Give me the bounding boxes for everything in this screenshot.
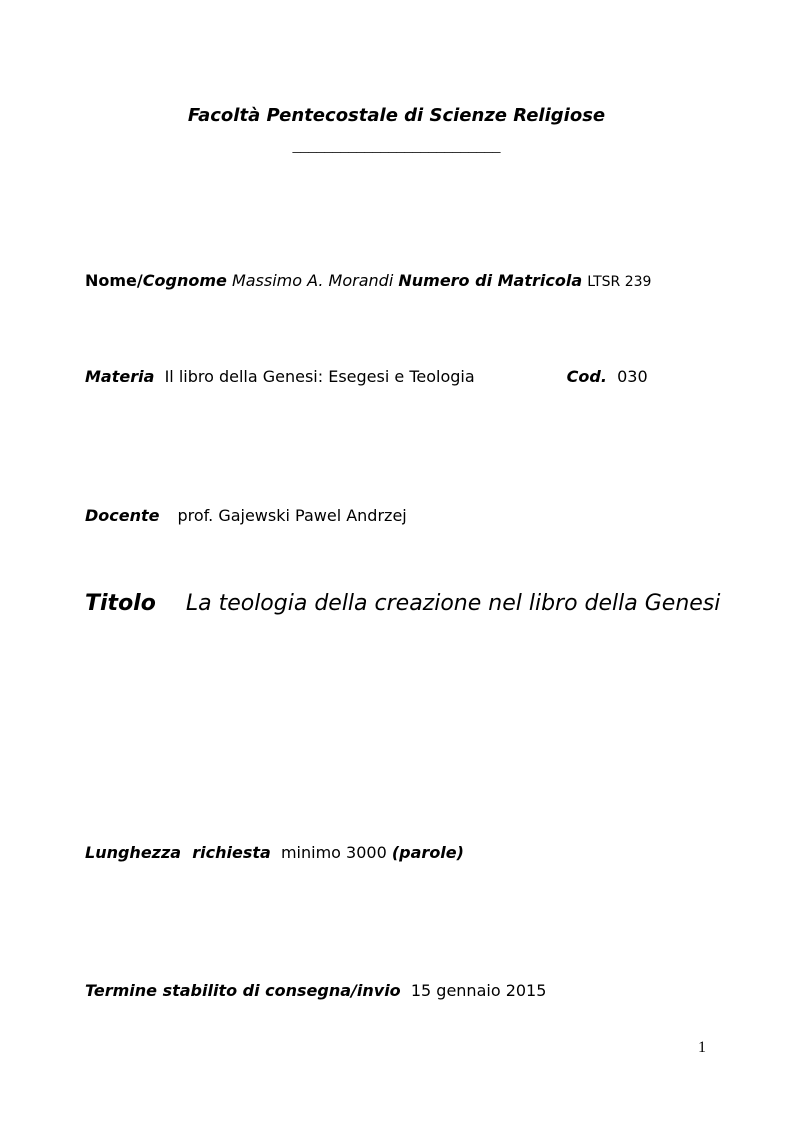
subject-value: Il libro della Genesi: Esegesi e Teologia: [164, 367, 475, 386]
subject-row: [85, 367, 648, 387]
code-label: Cod.: [566, 367, 607, 386]
title-label: Titolo: [85, 591, 156, 616]
subject-label: Materia: [85, 367, 155, 386]
length-label: Lunghezza richiesta: [85, 843, 271, 862]
student-name-value: Massimo A. Morandi: [231, 271, 394, 290]
surname-label: Cognome: [142, 271, 227, 290]
length-unit: (parole): [391, 843, 464, 862]
heading-underline: __________________________: [292, 138, 501, 155]
title-value: La teologia della creazione nel libro della Genesi: [185, 591, 721, 616]
deadline-label: Termine stabilito di consegna/invio: [85, 981, 401, 1000]
length-row: [85, 843, 464, 863]
teacher-value: prof. Gajewski Pawel Andrzej: [177, 506, 407, 525]
deadline-row: [85, 981, 546, 1001]
deadline-value: 15 gennaio 2015: [410, 981, 547, 1000]
student-row: [85, 271, 651, 292]
length-value: minimo 3000: [280, 843, 387, 862]
page-number: 1: [698, 1039, 706, 1056]
teacher-row: [85, 506, 407, 526]
teacher-label: Docente: [85, 506, 160, 525]
title-row: [85, 590, 720, 618]
institution-heading: Facoltà Pentecostale di Scienze Religiose: [187, 105, 606, 126]
matricola-label: Numero di Matricola: [398, 271, 583, 290]
code-value: 030: [617, 367, 648, 386]
matricola-value: LTSR 239: [587, 274, 652, 290]
name-label: Nome/: [85, 271, 143, 290]
